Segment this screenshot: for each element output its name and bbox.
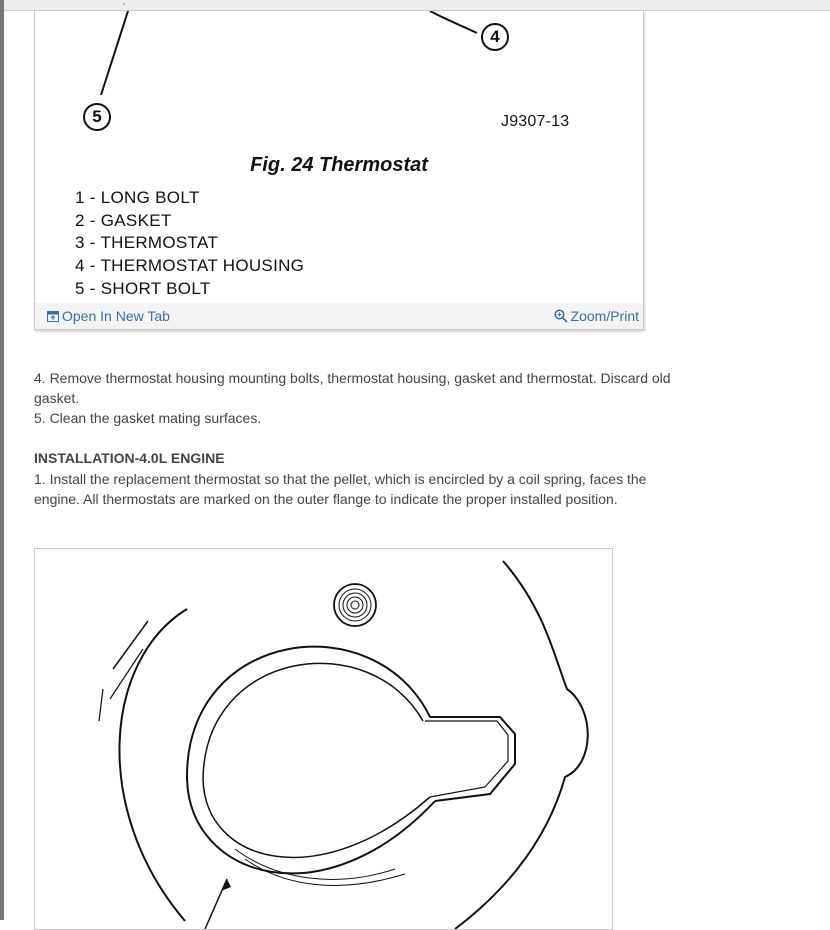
legend-item: 5 - SHORT BOLT bbox=[75, 278, 211, 298]
zoom-icon bbox=[554, 309, 568, 326]
step-4-text: 4. Remove thermostat housing mounting bolts, thermostat housing, gasket and thermostat. Discard old gasket. bbox=[34, 370, 671, 406]
figure-code: J9307-13 bbox=[501, 113, 570, 130]
legend-item: 2 - GASKET bbox=[75, 210, 172, 230]
figure-caption: Fig. 24 Thermostat bbox=[250, 154, 428, 176]
step-5-text: 5. Clean the gasket mating surfaces. bbox=[34, 410, 262, 426]
open-in-new-tab-link[interactable] bbox=[47, 308, 170, 325]
zoom-print-label: Zoom/Print bbox=[570, 308, 639, 324]
thermostat-installation-diagram bbox=[35, 549, 612, 929]
figure-footer bbox=[35, 303, 643, 329]
zoom-print-link[interactable] bbox=[554, 308, 639, 326]
install-step-1-text: 1. Install the replacement thermostat so that the pellet, which is encircled by a coil spring, faces the engine. All thermostats are marked on the outer flange to indicate the proper installed position. bbox=[34, 471, 647, 507]
page-left-border bbox=[0, 0, 4, 920]
callout-4: 4 bbox=[481, 23, 509, 51]
legend-item: 4 - THERMOSTAT HOUSING bbox=[75, 256, 305, 276]
open-tab-icon bbox=[47, 309, 59, 325]
legend-item: 1 - LONG BOLT bbox=[75, 188, 200, 207]
figure-24-card bbox=[34, 10, 644, 330]
top-bar-mark: · bbox=[122, 0, 126, 10]
figure-legend bbox=[75, 187, 304, 301]
callout-5: 5 bbox=[83, 103, 111, 131]
legend-item: 3 - THERMOSTAT bbox=[75, 233, 219, 253]
installation-heading: INSTALLATION-4.0L ENGINE bbox=[34, 450, 225, 466]
figure-25-card bbox=[34, 548, 613, 930]
open-in-new-tab-label: Open In New Tab bbox=[62, 308, 170, 324]
